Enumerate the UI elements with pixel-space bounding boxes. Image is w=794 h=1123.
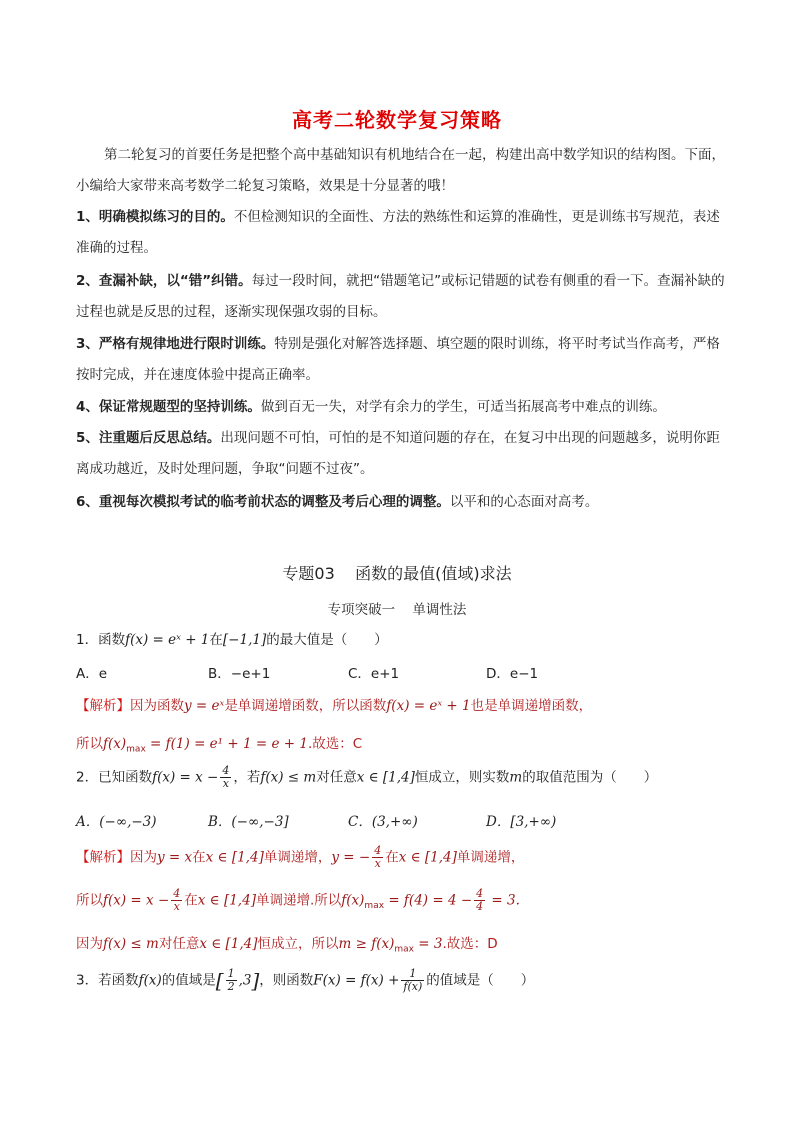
q1-solution-line-2	[76, 732, 726, 755]
question-1-stem	[76, 628, 726, 648]
q2-fraction	[220, 765, 231, 790]
q2-sol-text-7: 在	[184, 892, 198, 909]
q1-sol-text-3: 也是单调递增函数，	[470, 698, 593, 714]
q2-sol-text-10: 对任意	[158, 936, 200, 952]
q2-sol-text-3: 单调递增，	[263, 849, 332, 866]
q2-sol-text-6: 所以	[76, 892, 103, 909]
q2-sol-text-4: 在	[385, 849, 399, 866]
tip-3-body: 特别是强化对解答选择题、填空题的限时训练，将平时考试当作高考，严格按时完成，并在速度体验中提高正确率。	[76, 336, 720, 383]
section-number: 专题03	[282, 564, 335, 583]
q2-text: 2．已知函数	[76, 769, 153, 786]
tip-1	[76, 202, 726, 264]
solution-tag-2: 【解析】	[76, 849, 130, 866]
q1-option-b: B．−e+1	[208, 666, 271, 682]
q1-sol-max-sub: max	[126, 744, 146, 755]
q2-sol-text-9: 因为	[76, 936, 103, 952]
tip-3	[76, 329, 726, 391]
tip-5-head: 5、注重题后反思总结。	[76, 430, 221, 446]
q1-sol-choice: .故选：C	[307, 736, 363, 752]
question-3-stem	[76, 968, 726, 993]
q1-sol-eq: = f(1) = e¹ + 1 = e + 1	[145, 736, 308, 752]
q2-option-d: D．[3,+∞)	[486, 814, 557, 830]
q2-sol-text-5: 单调递增，	[456, 849, 525, 866]
q2-sol-text: 因为	[130, 849, 157, 866]
tip-5-body: 出现问题不可怕，可怕的是不知道问题的存在，在复习中出现的问题越多，说明你距离成功越近，及时处理问题，争取“问题不过夜”。	[76, 430, 720, 477]
q3-bracket-left: [	[215, 968, 224, 993]
subsection-number: 专项突破一	[327, 602, 396, 618]
tip-6-body: 以平和的心态面对高考。	[449, 494, 599, 510]
q3-range-den: 2	[227, 980, 235, 993]
q3-text-4: 的值域是（ ）	[426, 972, 535, 989]
q2-condition: f(x) ≤ m	[260, 769, 317, 786]
q2-sol-frac2-num: 4	[173, 887, 181, 900]
q2-sol-cond: f(x) ≤ m	[103, 936, 159, 952]
q3-range-num: 1	[227, 967, 235, 980]
q3-text: 3．若函数	[76, 972, 139, 989]
q2-text-2: ，若	[233, 769, 261, 786]
q1-text: 1．函数	[76, 632, 126, 648]
tip-6-head: 6、重视每次模拟考试的临考前状态的调整及考后心理的调整。	[76, 494, 450, 510]
q3-range-fraction	[226, 968, 237, 993]
q2-text-4: 恒成立，则实数	[414, 769, 510, 786]
q3-bracket-right: ]	[251, 968, 260, 993]
q2-sol-max-sub-2: max	[394, 944, 414, 955]
q2-sol-text-8: 单调递增.所以	[255, 892, 342, 909]
q3-F: F(x) = f(x) +	[313, 972, 400, 989]
tip-3-head: 3、严格有规律地进行限时训练。	[76, 336, 275, 352]
tip-5	[76, 423, 726, 485]
question-2-stem	[76, 765, 726, 790]
q1-option-c: C．e+1	[348, 666, 400, 682]
q2-function: f(x) = x −	[152, 769, 219, 786]
q2-sol-frac3-den: 4	[476, 900, 484, 913]
q2-frac-den: x	[222, 777, 229, 790]
q2-m: m	[509, 769, 523, 786]
q1-sol-text: 因为函数	[130, 698, 184, 714]
q2-sol-text-11: 恒成立，所以	[257, 936, 339, 952]
q2-sol-mge: m ≥ f(x)	[338, 936, 395, 952]
q2-sol-func: f(x) = x −	[103, 892, 170, 909]
q2-sol-text-2: 在	[192, 849, 206, 866]
tip-4	[76, 392, 726, 423]
q1-solution-line-1	[76, 694, 726, 714]
q2-frac-num: 4	[222, 764, 230, 777]
q2-sol-domain: x ∈ [1,4]	[205, 849, 264, 866]
q2-option-a: A．(−∞,−3)	[76, 814, 157, 830]
q3-function: f(x)	[138, 972, 162, 989]
tip-1-body: 不但检测知识的全面性、方法的熟练性和运算的准确性，更是训练书写规范，表述准确的过程。	[76, 209, 720, 256]
q1-function: f(x) = eˣ + 1	[125, 632, 210, 648]
q2-sol-yx: y = x	[157, 849, 193, 866]
q1-sol-fmax: f(x)	[103, 736, 127, 752]
q1-option-a: A．e	[76, 666, 108, 682]
q2-sol-frac2-den: x	[173, 900, 180, 913]
tip-4-head: 4、保证常规题型的坚持训练。	[76, 399, 261, 415]
tip-2-head: 2、查漏补缺，以“错”纠错。	[76, 273, 252, 289]
q2-solution-line-2	[76, 888, 726, 913]
q2-sol-fmax: f(x)	[341, 892, 365, 909]
q2-sol-domain-2: x ∈ [1,4]	[398, 849, 457, 866]
q2-option-b: B．(−∞,−3]	[208, 814, 289, 830]
subsection-name: 单调性法	[412, 602, 467, 618]
q2-sol-domain-4: x ∈ [1,4]	[199, 936, 258, 952]
q2-solution-line-3	[76, 932, 726, 955]
q1-sol-text-2: 是单调递增函数，所以函数	[224, 698, 387, 714]
q1-text-2: 在	[209, 632, 223, 648]
q2-sol-y2: y = −	[331, 849, 371, 866]
solution-tag: 【解析】	[76, 698, 130, 714]
q1-option-d: D．e−1	[486, 666, 539, 682]
section-name: 函数的最值(值域)求法	[355, 564, 512, 583]
q2-text-5: 的取值范围为（ ）	[522, 769, 658, 786]
subsection-heading	[0, 598, 794, 618]
section-heading	[0, 561, 794, 584]
q3-fraction	[401, 968, 424, 993]
q2-domain: x ∈ [1,4]	[356, 769, 415, 786]
q2-sol-eq-end: = 3.	[487, 892, 520, 909]
intro-paragraph: 第二轮复习的首要任务是把整个高中基础知识有机地结合在一起，构建出高中数学知识的结构图。下面，小编给大家带来高考数学二轮复习策略，效果是十分显著的哦！	[76, 147, 725, 194]
q2-sol-fraction-3	[474, 888, 485, 913]
q2-sol-fraction	[372, 845, 383, 870]
q2-option-c: C．(3,+∞)	[348, 814, 418, 830]
q2-solution-line-1	[76, 845, 726, 870]
q2-sol-frac-num: 4	[374, 844, 382, 857]
page-title: 高考二轮数学复习策略	[292, 108, 502, 132]
q2-sol-domain-3: x ∈ [1,4]	[197, 892, 256, 909]
q1-interval: [−1,1]	[222, 632, 267, 648]
tip-2	[76, 266, 726, 328]
q1-sol-func-1: y = eˣ	[184, 698, 225, 714]
q2-sol-frac-den: x	[374, 857, 381, 870]
q3-frac-num: 1	[401, 968, 424, 981]
q3-range-end: ,3	[238, 972, 252, 989]
q2-sol-max-sub: max	[364, 901, 385, 912]
q1-text-3: 的最大值是（ ）	[266, 632, 388, 648]
q2-sol-eq: = f(4) = 4 −	[384, 892, 473, 909]
q2-text-3: 对任意	[316, 769, 357, 786]
tip-6	[76, 487, 726, 518]
q2-sol-fraction-2	[171, 888, 182, 913]
q3-frac-den: f(x)	[403, 980, 423, 993]
tip-4-body: 做到百无一失，对学有余力的学生，可适当拓展高考中难点的训练。	[260, 399, 666, 415]
q2-sol-frac3-num: 4	[476, 887, 484, 900]
q1-sol-text-4: 所以	[76, 736, 103, 752]
q3-text-2: 的值域是	[161, 972, 216, 989]
q3-text-3: ，则函数	[259, 972, 314, 989]
q1-sol-func-2: f(x) = eˣ + 1	[386, 698, 471, 714]
q2-sol-choice: .故选：D	[442, 936, 498, 952]
q2-sol-eq-2: = 3	[414, 936, 443, 952]
tip-2-body: 每过一段时间，就把“错题笔记”或标记错题的试卷有侧重的看一下。查漏补缺的过程也就是反思的过程，逐渐实现保强攻弱的目标。	[76, 273, 725, 320]
tip-1-head: 1、明确模拟练习的目的。	[76, 209, 234, 225]
